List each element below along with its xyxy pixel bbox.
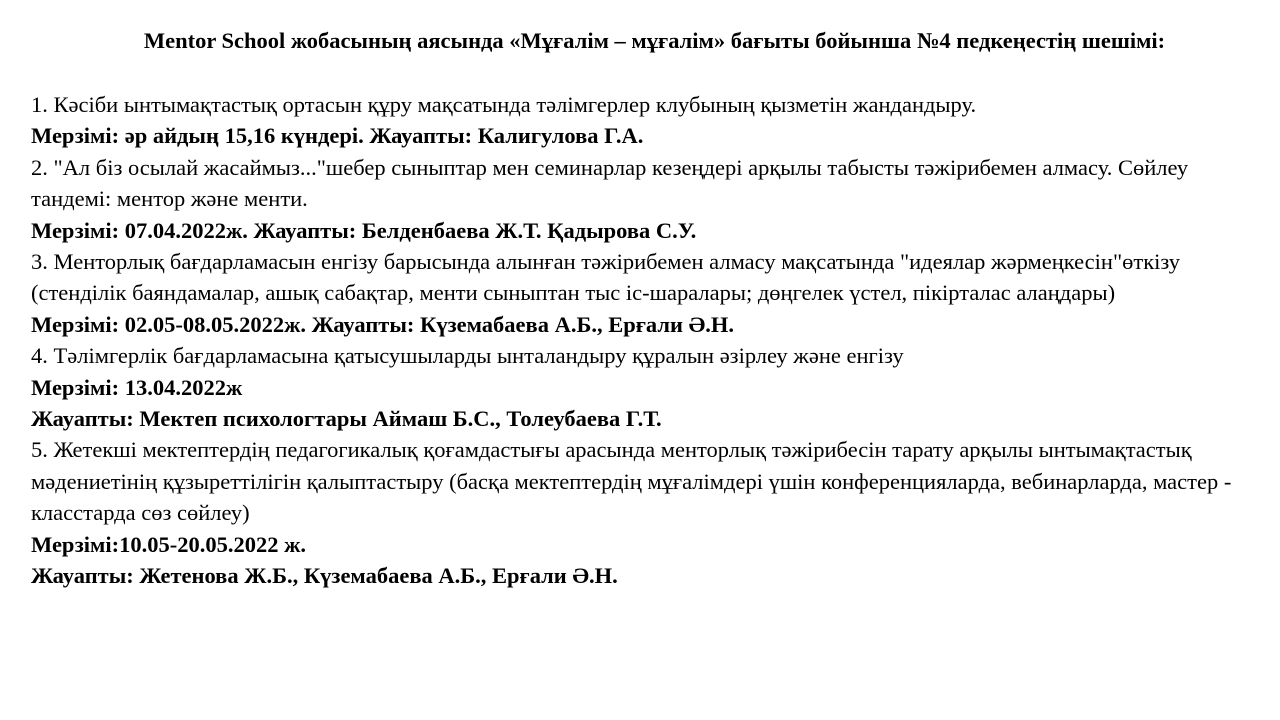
- item-text: 2. "Ал біз осылай жасаймыз..."шебер сыныптар мен семинарлар кезеңдері арқылы табысты тәжірибемен алмасу. Сөйлеу тандемі: ментор және менти.: [31, 154, 1189, 212]
- item-deadline-responsible: Мерзімі: 02.05-08.05.2022ж. Жауапты: Күземабаева А.Б., Ерғали Ә.Н.: [31, 311, 734, 337]
- item-text: 4. Тәлімгерлік бағдарламасына қатысушыларды ынталандыру құралын әзірлеу және енгізу: [31, 343, 904, 369]
- item-responsible: Жауапты: Жетенова Ж.Б., Күземабаева А.Б., Ерғали Ә.Н.: [31, 563, 618, 589]
- list-item: [31, 152, 1240, 246]
- item-deadline: Мерзімі: 13.04.2022ж: [31, 374, 243, 400]
- decision-list: [31, 89, 1240, 592]
- item-text: 5. Жетекші мектептердің педагогикалық қоғамдастығы арасында менторлық тәжірибесін тарату арқылы ынтымақтастық мәдениетінің құзыреттілігін қалыптастыру (басқа мектептердің мұғалімдері үшін конференцияларда, вебинарларда, мастер - класстарда сөз сөйлеу): [31, 437, 1232, 526]
- item-deadline-responsible: Мерзімі: әр айдың 15,16 күндері. Жауапты: Калигулова Г.А.: [31, 123, 644, 149]
- item-responsible: Жауапты: Мектеп психологтары Аймаш Б.С., Толеубаева Г.Т.: [31, 406, 662, 432]
- item-text: 3. Менторлық бағдарламасын енгізу барысында алынған тәжірибемен алмасу мақсатында "идеялар жәрмеңкесін"өткізу (стенділік баяндамалар, ашық сабақтар, менти сыныптан тыс іс-шаралары; дөңгелек үстел, пікірталас алаңдары): [31, 249, 1181, 306]
- list-item: [31, 340, 1240, 434]
- item-deadline: Мерзімі:10.05-20.05.2022 ж.: [31, 531, 307, 557]
- list-item: [31, 89, 1240, 152]
- item-text: 1. Кәсіби ынтымақтастық ортасын құру мақсатында тәлімгерлер клубының қызметін жандандыру.: [31, 92, 977, 117]
- page-title: Mentor School жобасының аясында «Мұғалім – мұғалім» бағыты бойынша №4 педкеңестің шешімі:: [143, 28, 1166, 53]
- list-item: [31, 434, 1240, 591]
- item-deadline-responsible: Мерзімі: 07.04.2022ж. Жауапты: Белденбаева Ж.Т. Қадырова С.У.: [31, 217, 697, 243]
- list-item: [31, 246, 1240, 340]
